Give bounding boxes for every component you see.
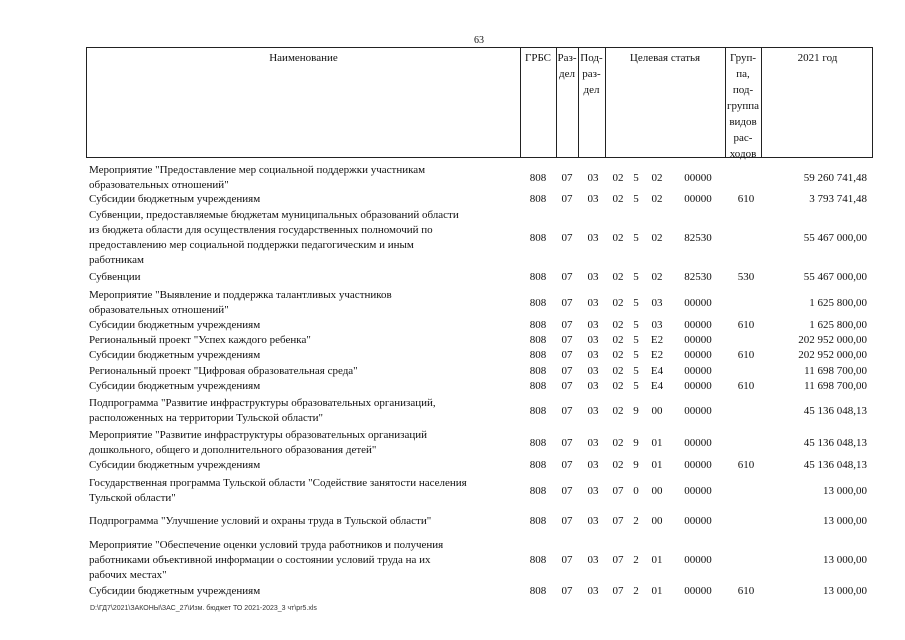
row-c4: 00000: [684, 334, 712, 346]
row-pr: 03: [587, 459, 599, 471]
row-grbs: 808: [529, 193, 547, 205]
row-name: Мероприятие "Выявление и поддержка талантливых участников образовательных отношений": [89, 289, 392, 316]
row-c2: 9: [633, 459, 639, 471]
table-row: [86, 364, 873, 379]
header-name: Наименование: [269, 52, 338, 64]
row-pr: 03: [587, 296, 599, 309]
row-c1: 02: [612, 319, 624, 331]
row-name: Субвенции: [89, 271, 141, 283]
row-c2: 0: [633, 484, 639, 497]
row-c2: 5: [633, 380, 639, 392]
row-c4: 82530: [684, 231, 712, 244]
row-c4: 00000: [684, 484, 712, 497]
row-amount: 202 952 000,00: [798, 334, 867, 346]
row-c1: 02: [612, 171, 624, 184]
row-c4: 00000: [684, 554, 712, 566]
table-row: [86, 458, 873, 473]
row-c3: 00: [651, 404, 663, 417]
row-c2: 5: [633, 271, 639, 283]
row-amount: 59 260 741,48: [803, 171, 867, 184]
row-c1: 02: [612, 365, 624, 377]
row-rz: 07: [561, 515, 573, 527]
file-path-footer: D:\ГД7\2021\ЗАКОНЫ\ЗАС_27\Изм. бюджет ТО 2021-2023_3 чт\pr5.xls: [90, 605, 317, 612]
row-c3: 02: [651, 193, 663, 205]
row-amount: 11 698 700,00: [804, 365, 867, 377]
row-amount: 202 952 000,00: [798, 349, 867, 361]
row-grbs: 808: [529, 319, 547, 331]
row-name: Субсидии бюджетным учреждениям: [89, 319, 261, 331]
table-row: [86, 163, 873, 193]
row-c4: 00000: [684, 380, 712, 392]
row-grbs: 808: [529, 231, 547, 244]
row-c2: 2: [633, 554, 639, 566]
row-c4: 00000: [684, 436, 712, 449]
row-c1: 02: [612, 296, 624, 309]
row-c3: 01: [651, 554, 663, 566]
row-c3: 02: [651, 171, 663, 184]
row-c2: 5: [633, 193, 639, 205]
row-c2: 5: [633, 319, 639, 331]
header-razdel: Раз- дел: [557, 52, 577, 80]
row-c2: 5: [633, 231, 639, 244]
table-row: [86, 379, 873, 394]
row-rz: 07: [561, 319, 573, 331]
row-amount: 11 698 700,00: [804, 380, 867, 392]
row-pr: 03: [587, 380, 599, 392]
row-name: Государственная программа Тульской области "Содействие занятости населения Тульской области": [89, 477, 467, 504]
row-vr: 610: [737, 319, 755, 331]
row-c3: 00: [651, 515, 663, 527]
row-grbs: 808: [529, 459, 547, 471]
row-grbs: 808: [529, 171, 547, 184]
row-c1: 02: [612, 193, 624, 205]
table-row: [86, 208, 873, 268]
row-rz: 07: [561, 554, 573, 566]
row-c1: 02: [612, 404, 624, 417]
row-pr: 03: [587, 171, 599, 184]
row-name: Подпрограмма "Улучшение условий и охраны труда в Тульской области": [89, 515, 432, 527]
row-amount: 55 467 000,00: [803, 271, 867, 283]
table-row: [86, 333, 873, 348]
page-number: 63: [474, 35, 484, 46]
row-grbs: 808: [529, 271, 547, 283]
row-vr: 610: [737, 193, 755, 205]
row-c3: 03: [651, 319, 663, 331]
row-c2: 9: [633, 404, 639, 417]
row-rz: 07: [561, 334, 573, 346]
row-c4: 00000: [684, 349, 712, 361]
row-rz: 07: [561, 585, 573, 597]
header-podrazdel: Под- раз- дел: [580, 52, 603, 96]
table-row: [86, 318, 873, 333]
row-pr: 03: [587, 436, 599, 449]
row-c4: 00000: [684, 515, 712, 527]
row-pr: 03: [587, 484, 599, 497]
row-c4: 00000: [684, 296, 712, 309]
row-amount: 45 136 048,13: [803, 459, 867, 471]
row-vr: 610: [737, 585, 755, 597]
row-rz: 07: [561, 380, 573, 392]
table-row: [86, 584, 873, 599]
table-header: [86, 47, 873, 158]
row-grbs: 808: [529, 404, 547, 417]
row-c2: 5: [633, 365, 639, 377]
row-c4: 00000: [684, 171, 712, 184]
row-c1: 02: [612, 459, 624, 471]
row-c1: 07: [612, 554, 624, 566]
row-amount: 13 000,00: [823, 585, 867, 597]
row-c1: 02: [612, 334, 624, 346]
row-c3: 02: [651, 231, 663, 244]
row-name: Субвенции, предоставляемые бюджетам муниципальных образований области из бюджета области для осуществления государственных полномочий по предоставлению мер социальной поддержки педагогическим и иным работникам: [89, 209, 459, 266]
row-rz: 07: [561, 484, 573, 497]
row-vr: 610: [737, 380, 755, 392]
row-pr: 03: [587, 231, 599, 244]
row-rz: 07: [561, 193, 573, 205]
row-c3: 01: [651, 459, 663, 471]
row-vr: 610: [737, 349, 755, 361]
header-celevaya-statya: Целевая статья: [629, 52, 701, 64]
header-vid-rashodov: Груп- па, под- группа видов рас- ходов: [726, 52, 760, 160]
row-amount: 55 467 000,00: [803, 231, 867, 244]
row-c2: 5: [633, 171, 639, 184]
row-name: Региональный проект "Успех каждого ребенка": [89, 334, 311, 346]
row-pr: 03: [587, 334, 599, 346]
row-name: Региональный проект "Цифровая образовательная среда": [89, 365, 358, 377]
row-c1: 02: [612, 380, 624, 392]
row-grbs: 808: [529, 334, 547, 346]
row-grbs: 808: [529, 380, 547, 392]
row-amount: 1 625 800,00: [809, 319, 867, 331]
row-amount: 1 625 800,00: [809, 296, 867, 309]
table-row: [86, 538, 873, 583]
row-name: Мероприятие "Развитие инфраструктуры образовательных организаций дошкольного, общего и дополнительного образования детей": [89, 429, 428, 456]
row-name: Мероприятие "Обеспечение оценки условий труда работников и получения работниками объективной информации о состоянии условий труда на их рабочих местах": [89, 539, 444, 581]
row-rz: 07: [561, 365, 573, 377]
row-c1: 07: [612, 585, 624, 597]
row-amount: 3 793 741,48: [809, 193, 867, 205]
row-rz: 07: [561, 436, 573, 449]
row-c4: 00000: [684, 459, 712, 471]
row-c2: 5: [633, 334, 639, 346]
row-grbs: 808: [529, 349, 547, 361]
row-pr: 03: [587, 349, 599, 361]
row-pr: 03: [587, 319, 599, 331]
row-rz: 07: [561, 296, 573, 309]
row-c4: 00000: [684, 585, 712, 597]
row-grbs: 808: [529, 515, 547, 527]
row-grbs: 808: [529, 554, 547, 566]
row-c1: 07: [612, 515, 624, 527]
row-pr: 03: [587, 554, 599, 566]
row-c3: 01: [651, 585, 663, 597]
row-amount: 13 000,00: [823, 515, 867, 527]
row-name: Подпрограмма "Развитие инфраструктуры образовательных организаций, расположенных на территории Тульской области": [89, 397, 436, 424]
row-c1: 02: [612, 349, 624, 361]
row-name: Субсидии бюджетным учреждениям: [89, 459, 261, 471]
row-c4: 00000: [684, 319, 712, 331]
row-c3: 01: [651, 436, 663, 449]
table-row: [86, 288, 873, 318]
row-c2: 2: [633, 585, 639, 597]
row-name: Субсидии бюджетным учреждениям: [89, 193, 261, 205]
row-grbs: 808: [529, 365, 547, 377]
table-row: [86, 192, 873, 207]
row-grbs: 808: [529, 484, 547, 497]
row-c2: 5: [633, 349, 639, 361]
row-vr: 610: [737, 459, 755, 471]
row-c1: 07: [612, 484, 624, 497]
row-c3: 03: [651, 296, 663, 309]
row-rz: 07: [561, 349, 573, 361]
table-row: [86, 476, 873, 506]
row-c4: 00000: [684, 404, 712, 417]
header-grbs: ГРБС: [524, 52, 552, 64]
row-grbs: 808: [529, 296, 547, 309]
row-c2: 2: [633, 515, 639, 527]
row-rz: 07: [561, 271, 573, 283]
row-name: Субсидии бюджетным учреждениям: [89, 349, 261, 361]
row-c2: 5: [633, 296, 639, 309]
row-pr: 03: [587, 193, 599, 205]
row-c3: 02: [651, 271, 663, 283]
row-c3: 00: [651, 484, 663, 497]
row-amount: 45 136 048,13: [803, 436, 867, 449]
row-grbs: 808: [529, 436, 547, 449]
row-amount: 13 000,00: [823, 554, 867, 566]
row-vr: 530: [737, 271, 755, 283]
row-c4: 82530: [684, 271, 712, 283]
row-grbs: 808: [529, 585, 547, 597]
row-c1: 02: [612, 231, 624, 244]
row-pr: 03: [587, 515, 599, 527]
row-c1: 02: [612, 436, 624, 449]
row-rz: 07: [561, 231, 573, 244]
row-c3: E4: [650, 365, 664, 377]
row-c3: E2: [650, 349, 664, 361]
row-rz: 07: [561, 404, 573, 417]
row-rz: 07: [561, 171, 573, 184]
row-c3: E2: [650, 334, 664, 346]
row-pr: 03: [587, 585, 599, 597]
table-row: [86, 514, 873, 529]
row-name: Субсидии бюджетным учреждениям: [89, 585, 261, 597]
header-year: 2021 год: [797, 52, 838, 64]
row-amount: 45 136 048,13: [803, 404, 867, 417]
table-row: [86, 270, 873, 285]
row-name: Мероприятие "Предоставление мер социальной поддержки участникам образовательных отношений": [89, 164, 426, 191]
row-rz: 07: [561, 459, 573, 471]
table-row: [86, 348, 873, 363]
row-pr: 03: [587, 271, 599, 283]
row-pr: 03: [587, 365, 599, 377]
row-c4: 00000: [684, 193, 712, 205]
row-c3: E4: [650, 380, 664, 392]
row-c4: 00000: [684, 365, 712, 377]
row-pr: 03: [587, 404, 599, 417]
row-name: Субсидии бюджетным учреждениям: [89, 380, 261, 392]
row-amount: 13 000,00: [823, 484, 867, 497]
table-row: [86, 396, 873, 426]
row-c2: 9: [633, 436, 639, 449]
row-c1: 02: [612, 271, 624, 283]
table-row: [86, 428, 873, 458]
